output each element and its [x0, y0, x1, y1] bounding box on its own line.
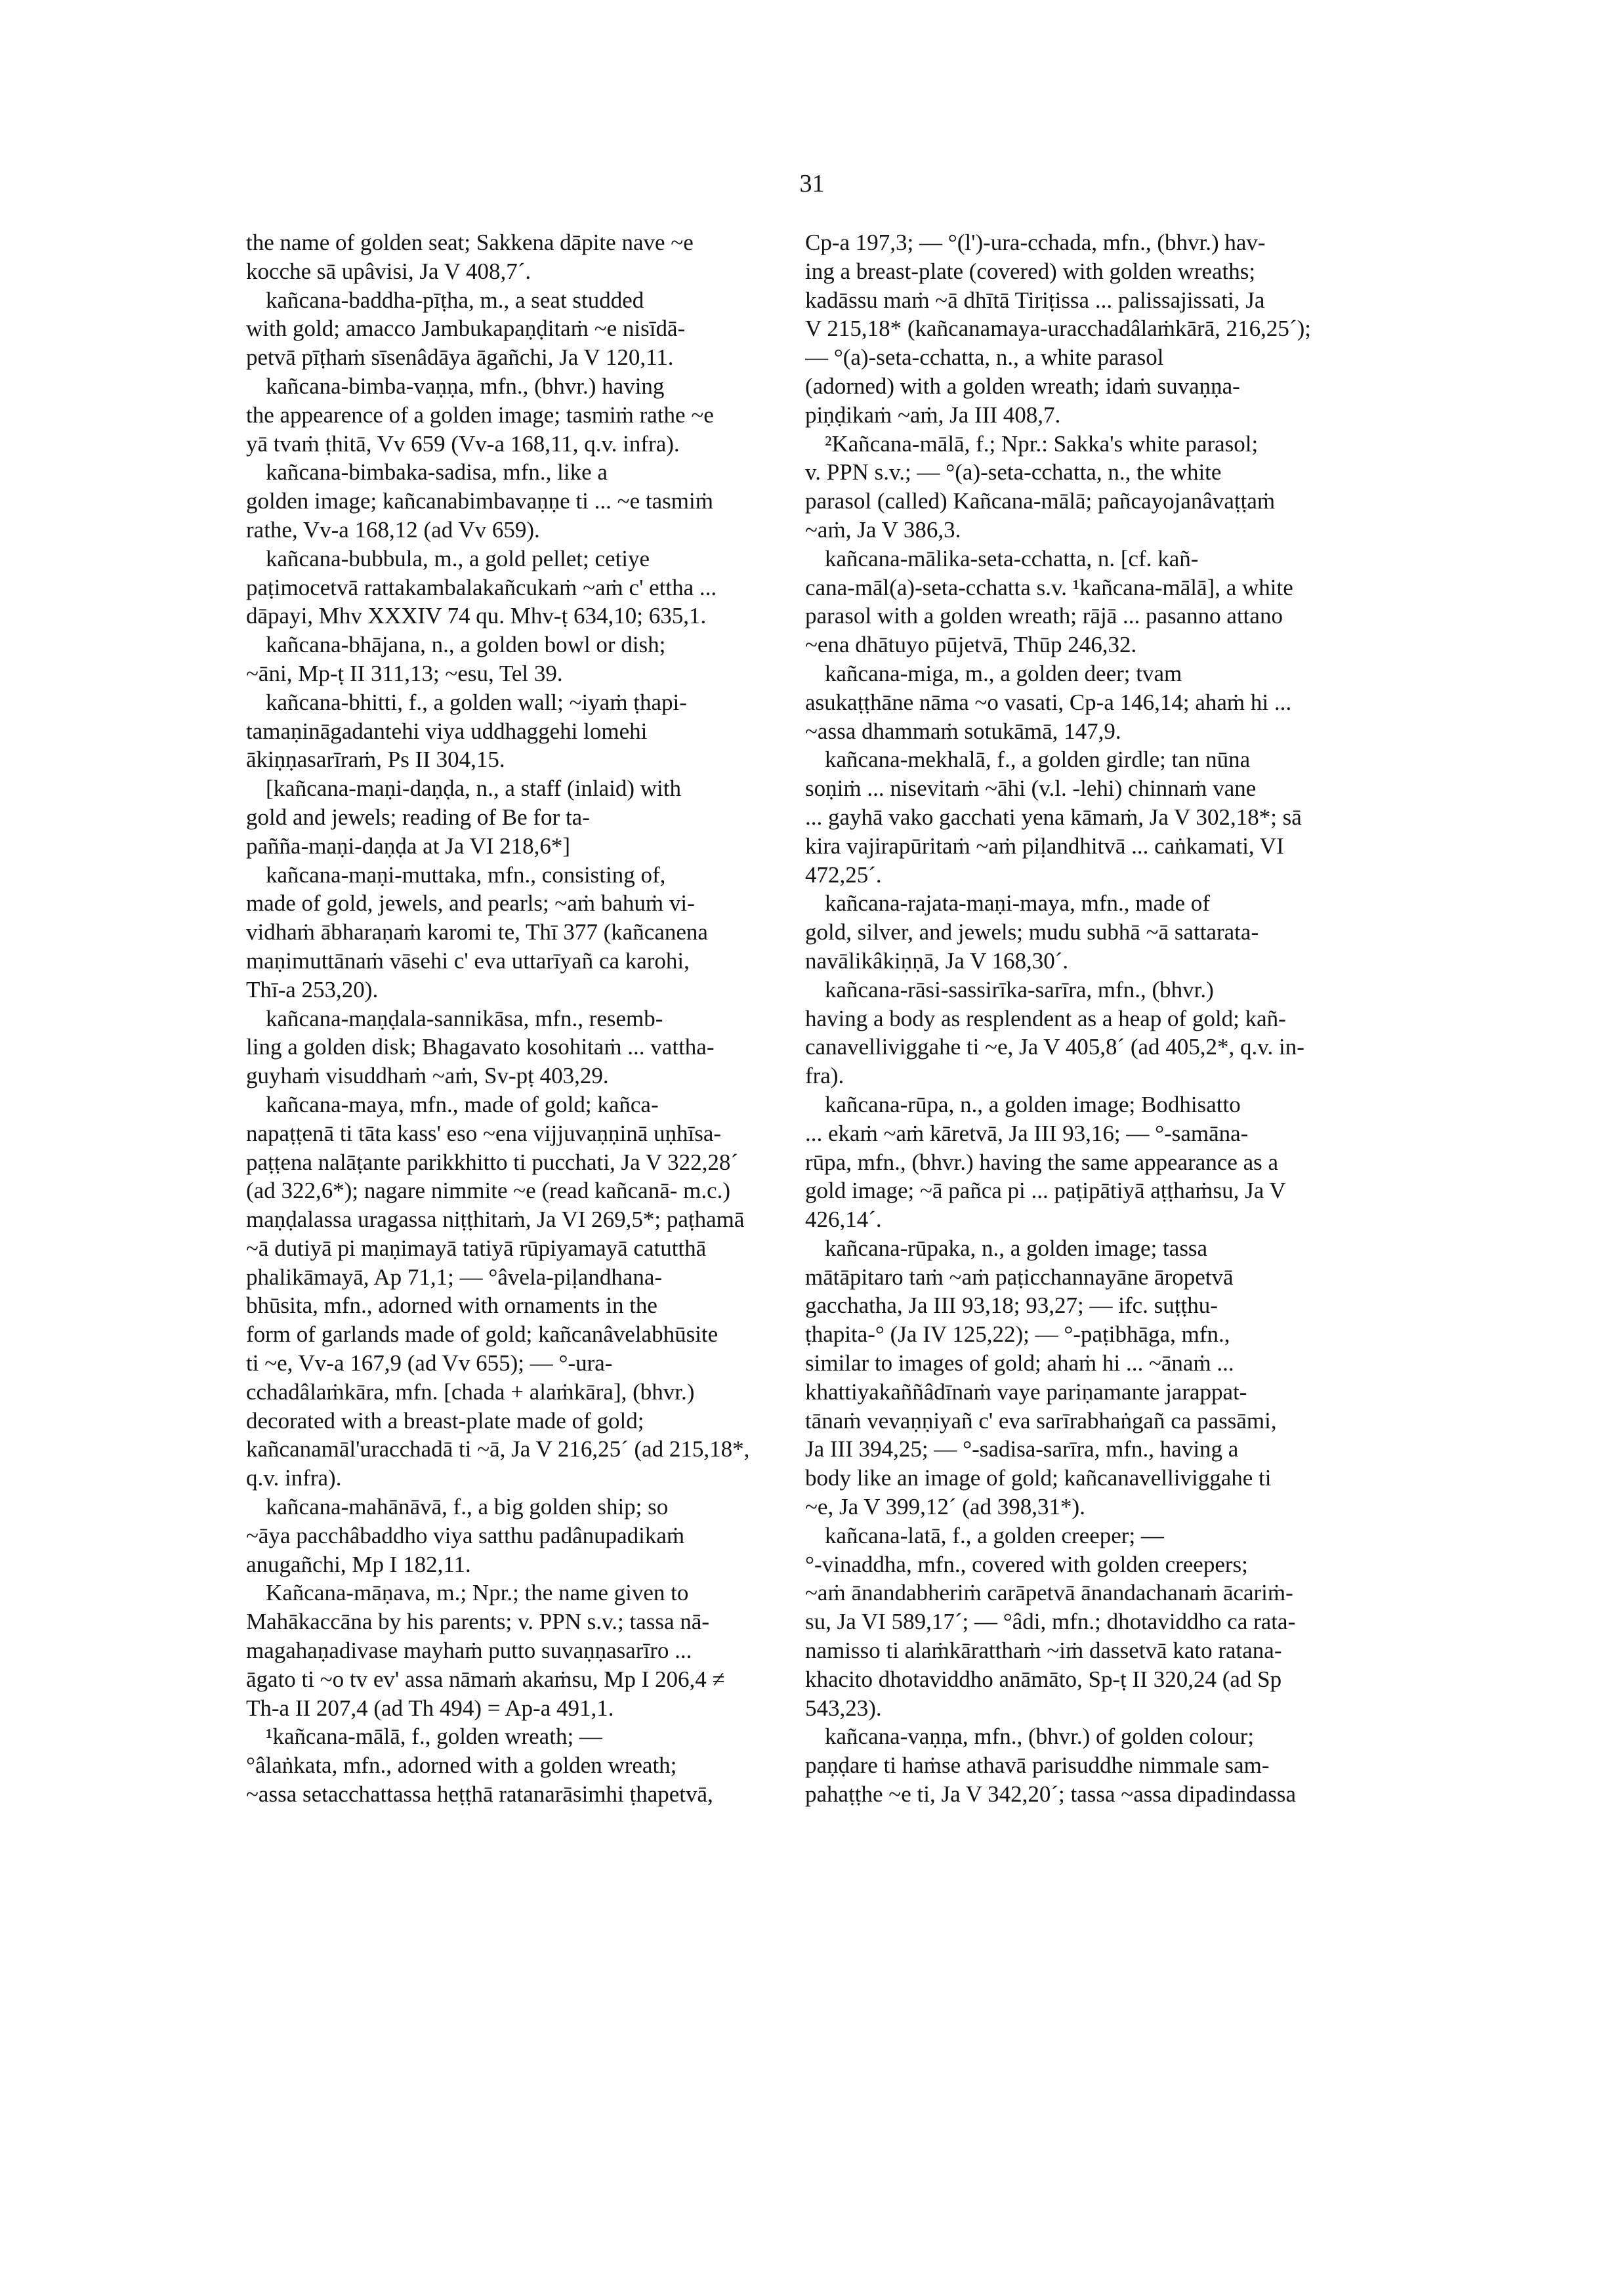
text-line: Th-a II 207,4 (ad Th 494) = Ap-a 491,1.: [246, 1695, 614, 1721]
text-line: golden image; kañcanabimbavaṇṇe ti ... ~e tasmiṁ: [246, 488, 713, 514]
text-line: — °(a)-seta-cchatta, n., a white parasol: [805, 344, 1164, 371]
text-line: magahaṇadivase mayhaṁ putto suvaṇṇasarīro ...: [246, 1638, 692, 1664]
text-line: paṭimocetvā rattakambalakañcukaṁ ~aṁ c' ettha ...: [246, 574, 717, 600]
entry-headword-line: ¹kañcana-mālā, f., golden wreath; —: [266, 1724, 602, 1750]
entry-headword-line: kañcana-maṇḍala-sannikāsa, mfn., resemb-: [266, 1005, 663, 1031]
text-line: yā tvaṁ ṭhitā, Vv 659 (Vv-a 168,11, q.v. infra).: [246, 430, 680, 457]
text-line: bhūsita, mfn., adorned with ornaments in the: [246, 1292, 657, 1319]
text-line: tamaṇināgadantehi viya uddhaggehi lomehi: [246, 718, 648, 744]
text-line: having a body as resplendent as a heap of gold; kañ-: [805, 1005, 1286, 1031]
text-line: ~aṁ, Ja V 386,3.: [805, 516, 961, 543]
entry-headword-line: kañcana-rajata-maṇi-maya, mfn., made of: [825, 890, 1210, 917]
entry-headword-line: kañcana-latā, f., a golden creeper; —: [825, 1522, 1164, 1548]
text-line: parasol (called) Kañcana-mālā; pañcayojanâvaṭṭaṁ: [805, 488, 1276, 514]
left-column: [246, 228, 843, 1809]
text-line: maṇimuttānaṁ vāsehi c' eva uttarīyañ ca karohi,: [246, 947, 690, 974]
entry-headword-line: kañcana-rūpaka, n., a golden image; tassa: [825, 1235, 1208, 1261]
text-line: piṇḍikaṁ ~aṁ, Ja III 408,7.: [805, 402, 1061, 428]
text-line: Ja III 394,25; — °-sadisa-sarīra, mfn., having a: [805, 1436, 1239, 1462]
entry-headword-line: [kañcana-maṇi-daṇḍa, n., a staff (inlaid) with: [266, 775, 681, 802]
text-line: °-vinaddha, mfn., covered with golden creepers;: [805, 1551, 1248, 1577]
entry-headword-line: kañcana-bhitti, f., a golden wall; ~iyaṁ ṭhapi-: [266, 689, 687, 715]
text-line: ... gayhā vako gacchati yena kāmaṁ, Ja V 302,18*; sā: [805, 804, 1302, 830]
entry-headword-line: kañcana-bimbaka-sadisa, mfn., like a: [266, 459, 608, 486]
text-line: kocche sā upâvisi, Ja V 408,7´.: [246, 258, 531, 284]
text-line: ~assa setacchattassa heṭṭhā ratanarāsimhi ṭhapetvā,: [246, 1781, 713, 1808]
text-line: cana-māl(a)-seta-cchatta s.v. ¹kañcana-mālā], a white: [805, 574, 1293, 600]
text-line: the appearence of a golden image; tasmiṁ rathe ~e: [246, 402, 714, 428]
text-line: ~āya pacchâbaddho viya satthu padânupadikaṁ: [246, 1522, 685, 1548]
text-line: āgato ti ~o tv ev' assa nāmaṁ akaṁsu, Mp I 206,4 ≠: [246, 1666, 725, 1692]
text-line: body like an image of gold; kañcanavelliviggahe ti: [805, 1465, 1272, 1491]
text-line: ~āni, Mp-ṭ II 311,13; ~esu, Tel 39.: [246, 660, 563, 686]
text-line: tānaṁ vevaṇṇiyañ c' eva sarīrabhaṅgañ ca passāmi,: [805, 1407, 1277, 1434]
right-column: [805, 228, 1402, 1809]
text-line: su, Ja VI 589,17´; — °âdi, mfn.; dhotaviddho ca rata-: [805, 1609, 1296, 1635]
text-line: °âlaṅkata, mfn., adorned with a golden wreath;: [246, 1752, 677, 1779]
entry-headword-line: kañcana-baddha-pīṭha, m., a seat studded: [266, 287, 644, 313]
text-line: ṭhapita-° (Ja IV 125,22); — °-paṭibhāga, mfn.,: [805, 1321, 1230, 1348]
entry-headword-line: kañcana-maya, mfn., made of gold; kañca-: [266, 1091, 659, 1117]
text-line: guyhaṁ visuddhaṁ ~aṁ, Sv-pṭ 403,29.: [246, 1063, 609, 1089]
text-line: q.v. infra).: [246, 1465, 342, 1491]
entry-headword-line: kañcana-mālika-seta-cchatta, n. [cf. kañ-: [825, 545, 1199, 571]
text-line: kira vajirapūritaṁ ~aṁ piḷandhitvā ... caṅkamati, VI: [805, 833, 1284, 859]
text-line: rūpa, mfn., (bhvr.) having the same appearance as a: [805, 1149, 1279, 1175]
text-line: Thī-a 253,20).: [246, 976, 379, 1003]
text-line: namisso ti alaṁkāratthaṁ ~iṁ dassetvā kato ratana-: [805, 1638, 1282, 1664]
text-line: decorated with a breast-plate made of gold;: [246, 1407, 644, 1434]
text-line: soṇiṁ ... nisevitaṁ ~āhi (v.l. -lehi) chinnaṁ vane: [805, 775, 1257, 802]
text-line: anugañchi, Mp I 182,11.: [246, 1551, 471, 1577]
text-line: with gold; amacco Jambukapaṇḍitaṁ ~e nisīdā-: [246, 316, 686, 342]
text-line: cchadâlaṁkāra, mfn. [chada + alaṁkāra], (bhvr.): [246, 1378, 695, 1405]
text-line: napaṭṭenā ti tāta kass' eso ~ena vijjuvaṇṇinā uṇhīsa-: [246, 1120, 722, 1146]
text-line: the name of golden seat; Sakkena dāpite nave ~e: [246, 230, 694, 255]
text-line: ~aṁ ānandabheriṁ carāpetvā ānandachanaṁ ācariṁ-: [805, 1580, 1293, 1606]
entry-headword-line: kañcana-miga, m., a golden deer; tvam: [825, 660, 1182, 686]
entry-headword-line: kañcana-mekhalā, f., a golden girdle; tan nūna: [825, 747, 1251, 773]
text-line: (adorned) with a golden wreath; idaṁ suvaṇṇa-: [805, 373, 1240, 399]
entry-headword-line: kañcana-rūpa, n., a golden image; Bodhisatto: [825, 1091, 1241, 1117]
text-line: phalikāmayā, Ap 71,1; — °âvela-piḷandhana-: [246, 1264, 663, 1290]
entry-headword-line: kañcana-bimba-vaṇṇa, mfn., (bhvr.) having: [266, 373, 665, 399]
text-line: 426,14´.: [805, 1207, 882, 1233]
text-line: Mahākaccāna by his parents; v. PPN s.v.; tassa nā-: [246, 1609, 709, 1635]
entry-headword-line: kañcana-rāsi-sassirīka-sarīra, mfn., (bhvr.): [825, 976, 1214, 1003]
page-number: 31: [799, 170, 825, 197]
entry-headword-line: kañcana-mahānāvā, f., a big golden ship; so: [266, 1494, 669, 1520]
text-line: similar to images of gold; ahaṁ hi ... ~ānaṁ ...: [805, 1350, 1234, 1376]
text-line: ling a golden disk; Bhagavato kosohitaṁ ... vattha-: [246, 1034, 715, 1060]
text-line: ~ena dhātuyo pūjetvā, Thūp 246,32.: [805, 632, 1137, 658]
text-line: ti ~e, Vv-a 167,9 (ad Vv 655); — °-ura-: [246, 1350, 613, 1376]
text-line: 472,25´.: [805, 861, 882, 888]
entry-headword-line: kañcana-bhājana, n., a golden bowl or dish;: [266, 632, 666, 658]
text-line: mātāpitaro taṁ ~aṁ paṭicchannayāne āropetvā: [805, 1264, 1234, 1290]
text-line: V 215,18* (kañcanamaya-uracchadâlaṁkārā, 216,25´);: [805, 316, 1311, 342]
text-line: paṭṭena nalāṭante parikkhitto ti pucchati, Ja V 322,28´: [246, 1149, 739, 1175]
text-line: ~e, Ja V 399,12´ (ad 398,31*).: [805, 1494, 1085, 1520]
entry-headword-line: kañcana-bubbula, m., a gold pellet; cetiye: [266, 545, 650, 571]
text-line: asukaṭṭhāne nāma ~o vasati, Cp-a 146,14; ahaṁ hi ...: [805, 689, 1292, 715]
text-line: parasol with a golden wreath; rājā ... pasanno attano: [805, 603, 1283, 629]
entry-headword-line: kañcana-vaṇṇa, mfn., (bhvr.) of golden colour;: [825, 1724, 1255, 1750]
text-line: v. PPN s.v.; — °(a)-seta-cchatta, n., the white: [805, 459, 1222, 486]
text-line: fra).: [805, 1063, 844, 1089]
entry-headword-line: kañcana-maṇi-muttaka, mfn., consisting of,: [266, 861, 666, 888]
text-line: paṇḍare ti haṁse athavā parisuddhe nimmale sam-: [805, 1752, 1270, 1779]
text-line: maṇḍalassa uragassa niṭṭhitaṁ, Ja VI 269,5*; paṭhamā: [246, 1207, 745, 1233]
text-line: petvā pīṭhaṁ sīsenâdāya āgañchi, Ja V 120,11.: [246, 344, 674, 371]
text-line: dāpayi, Mhv XXXIV 74 qu. Mhv-ṭ 634,10; 635,1.: [246, 603, 707, 629]
entry-headword-line: ²Kañcana-mālā, f.; Npr.: Sakka's white parasol;: [825, 430, 1259, 457]
text-line: Cp-a 197,3; — °(l')-ura-cchada, mfn., (bhvr.) hav-: [805, 230, 1266, 255]
text-line: pahaṭṭhe ~e ti, Ja V 342,20´; tassa ~assa dipadindassa: [805, 1781, 1297, 1808]
text-line: gold image; ~ā pañca pi ... paṭipātiyā aṭṭhaṁsu, Ja V: [805, 1178, 1286, 1204]
text-line: khacito dhotaviddho anāmāto, Sp-ṭ II 320,24 (ad Sp: [805, 1666, 1282, 1692]
text-line: ~assa dhammaṁ sotukāmā, 147,9.: [805, 718, 1121, 744]
text-line: 543,23).: [805, 1695, 882, 1721]
text-line: vidhaṁ ābharaṇaṁ karomi te, Thī 377 (kañcanena: [246, 919, 708, 945]
text-line: navālikâkiṇṇā, Ja V 168,30´.: [805, 947, 1069, 974]
text-line: ~ā dutiyā pi maṇimayā tatiyā rūpiyamayā catutthā: [246, 1235, 707, 1261]
text-line: ... ekaṁ ~aṁ kāretvā, Ja III 93,16; — °-samāna-: [805, 1120, 1249, 1146]
text-line: canavelliviggahe ti ~e, Ja V 405,8´ (ad 405,2*, q.v. in-: [805, 1034, 1304, 1060]
text-line: gold and jewels; reading of Be for ta-: [246, 804, 590, 830]
text-line: gacchatha, Ja III 93,18; 93,27; — ifc. suṭṭhu-: [805, 1292, 1218, 1319]
text-line: kadāssu maṁ ~ā dhītā Tiriṭissa ... palissajissati, Ja: [805, 287, 1265, 313]
text-line: kañcanamāl'uracchadā ti ~ā, Ja V 216,25´ (ad 215,18*,: [246, 1436, 750, 1462]
text-line: (ad 322,6*); nagare nimmite ~e (read kañcanā- m.c.): [246, 1178, 731, 1204]
text-line: made of gold, jewels, and pearls; ~aṁ bahuṁ vi-: [246, 890, 695, 917]
text-line: form of garlands made of gold; kañcanâvelabhūsite: [246, 1321, 718, 1348]
text-line: ākiṇṇasarīraṁ, Ps II 304,15.: [246, 747, 505, 773]
text-line: rathe, Vv-a 168,12 (ad Vv 659).: [246, 516, 540, 543]
entry-headword-line: Kañcana-māṇava, m.; Npr.; the name given to: [266, 1580, 689, 1606]
text-line: khattiyakaññâdīnaṁ vaye pariṇamante jarappat-: [805, 1378, 1247, 1405]
text-line: pañña-maṇi-daṇḍa at Ja VI 218,6*]: [246, 833, 571, 859]
text-line: ing a breast-plate (covered) with golden wreaths;: [805, 258, 1256, 284]
text-line: gold, silver, and jewels; mudu subhā ~ā sattarata-: [805, 919, 1259, 945]
